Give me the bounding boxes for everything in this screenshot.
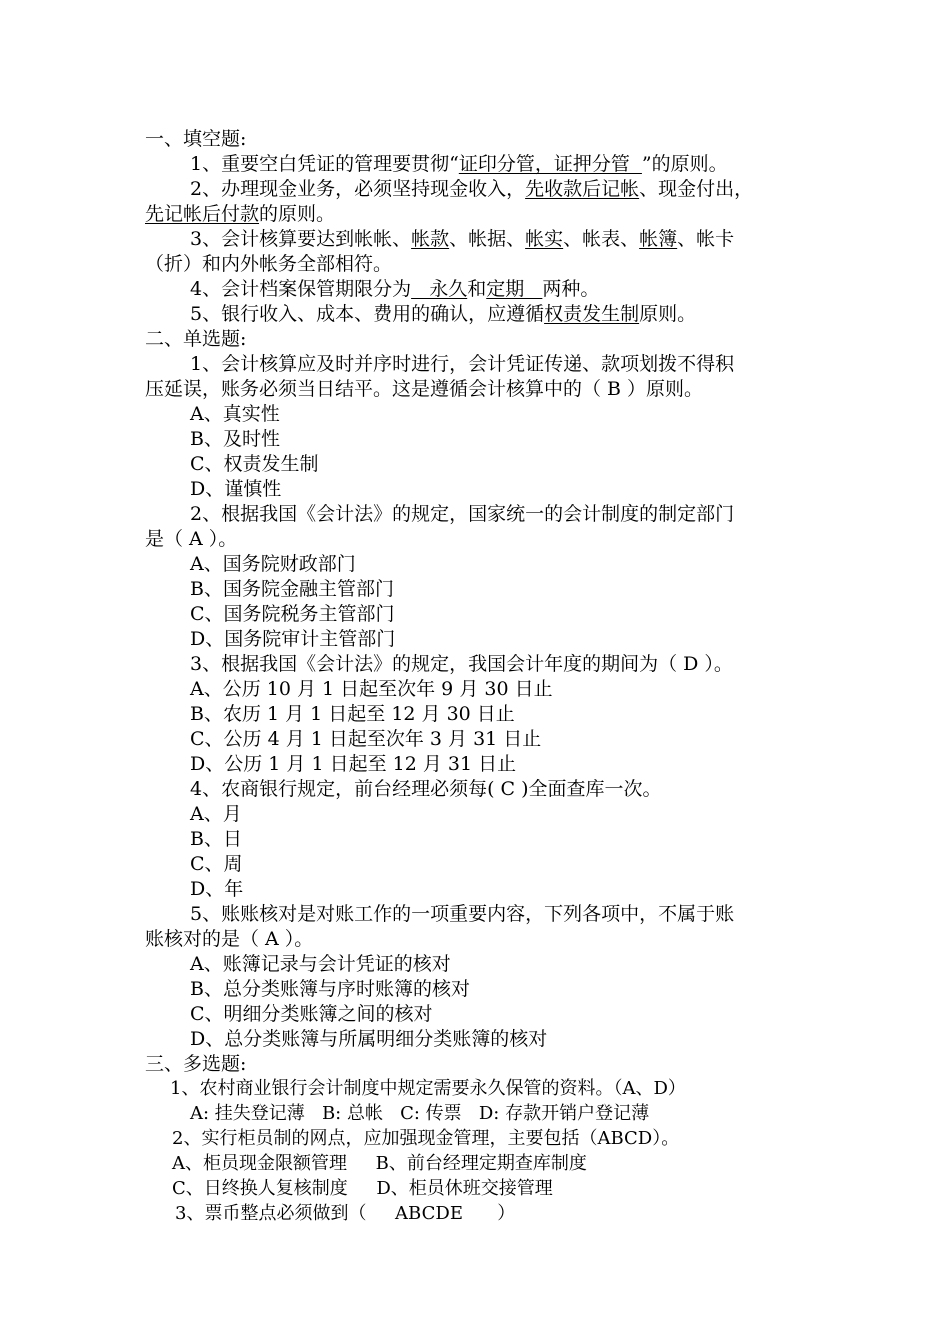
text: 、现金付出， bbox=[639, 178, 754, 200]
text: 、帐据、 bbox=[449, 228, 526, 250]
text: 5、银行收入、成本、费用的确认，应遵循 bbox=[190, 303, 545, 325]
single-q3-option-c: C、公历 4 月 1 日起至次年 3 月 31 日止 bbox=[190, 728, 542, 750]
text: ”的原则。 bbox=[641, 153, 728, 175]
single-q4-option-a: A、月 bbox=[190, 803, 242, 825]
fill-q4 bbox=[190, 277, 599, 301]
single-q5-line1: 5、账账核对是对账工作的一项重要内容，下列各项中，不属于账 bbox=[190, 903, 735, 925]
multi-q2-line1: 2、实行柜员制的网点，应加强现金管理，主要包括（ABCD）。 bbox=[172, 1128, 680, 1149]
single-q2-option-d: D、国务院审计主管部门 bbox=[190, 628, 396, 650]
fill-q2-line1 bbox=[190, 177, 753, 201]
answer: 帐实 bbox=[525, 228, 564, 250]
single-q1-option-a: A、真实性 bbox=[190, 403, 280, 425]
answer: 帐簿 bbox=[639, 228, 678, 250]
text: 和 bbox=[467, 278, 487, 300]
answer: 先记帐后付款 bbox=[145, 203, 260, 225]
answer: 定期 bbox=[486, 278, 543, 300]
single-q5-option-c: C、明细分类账簿之间的核对 bbox=[190, 1003, 433, 1025]
multi-q1-options: A: 挂失登记薄 B: 总帐 C: 传票 D: 存款开销户登记薄 bbox=[190, 1103, 650, 1124]
single-q5-option-a: A、账簿记录与会计凭证的核对 bbox=[190, 953, 451, 975]
single-q3-line1: 3、根据我国《会计法》的规定，我国会计年度的期间为（ D ）。 bbox=[190, 653, 733, 675]
multi-q2-options-row1: A、柜员现金限额管理 B、前台经理定期查库制度 bbox=[172, 1153, 587, 1174]
single-q5-line2: 账核对的是（ A ）。 bbox=[145, 928, 314, 950]
multi-q1-line1: 1、农村商业银行会计制度中规定需要永久保管的资料。（A、D） bbox=[170, 1078, 686, 1099]
single-q2-option-c: C、国务院税务主管部门 bbox=[190, 603, 395, 625]
single-q3-option-d: D、公历 1 月 1 日起至 12 月 31 日止 bbox=[190, 753, 517, 775]
single-q4-option-b: B、日 bbox=[190, 828, 242, 850]
single-q1-line1: 1、会计核算应及时并序时进行，会计凭证传递、款项划拨不得积 bbox=[190, 353, 735, 375]
single-q1-option-d: D、谨慎性 bbox=[190, 478, 282, 500]
text: 4、会计档案保管期限分为 bbox=[190, 278, 412, 300]
answer: 证印分管，证押分管 bbox=[458, 153, 642, 175]
single-q5-option-b: B、总分类账簿与序时账簿的核对 bbox=[190, 978, 470, 1000]
section-heading-single: 二、单选题: bbox=[145, 328, 247, 350]
fill-q2-line2 bbox=[145, 202, 335, 226]
text: 2、办理现金业务，必须坚持现金收入， bbox=[190, 178, 526, 200]
single-q2-line2: 是（ A ）。 bbox=[145, 528, 238, 550]
text: 原则。 bbox=[639, 303, 697, 325]
single-q2-option-b: B、国务院金融主管部门 bbox=[190, 578, 394, 600]
section-heading-fill: 一、填空题: bbox=[145, 128, 247, 150]
text: 3、会计核算要达到帐帐、 bbox=[190, 228, 412, 250]
fill-q1 bbox=[190, 152, 728, 176]
answer: 帐款 bbox=[411, 228, 450, 250]
single-q1-option-b: B、及时性 bbox=[190, 428, 280, 450]
text: 的原则。 bbox=[259, 203, 336, 225]
fill-q3-line1 bbox=[190, 227, 734, 251]
single-q1-line2: 压延误，账务必须当日结平。这是遵循会计核算中的（ B ）原则。 bbox=[145, 378, 704, 400]
answer: 权责发生制 bbox=[544, 303, 640, 325]
text: 两种。 bbox=[542, 278, 600, 300]
multi-q3-line1: 3、票币整点必须做到（ ABCDE ） bbox=[175, 1203, 516, 1224]
text: 、帐卡 bbox=[677, 228, 735, 250]
single-q2-option-a: A、国务院财政部门 bbox=[190, 553, 356, 575]
text: 1、重要空白凭证的管理要贯彻“ bbox=[190, 153, 459, 175]
single-q4-option-c: C、周 bbox=[190, 853, 243, 875]
text: 、帐表、 bbox=[563, 228, 640, 250]
answer: 永久 bbox=[411, 278, 468, 300]
answer: 先收款后记帐 bbox=[525, 178, 640, 200]
multi-q2-options-row2: C、日终换人复核制度 D、柜员休班交接管理 bbox=[172, 1178, 553, 1199]
section-heading-multi: 三、多选题: bbox=[145, 1053, 247, 1075]
fill-q5 bbox=[190, 302, 696, 326]
single-q3-option-a: A、公历 10 月 1 日起至次年 9 月 30 日止 bbox=[190, 678, 553, 700]
single-q3-option-b: B、农历 1 月 1 日起至 12 月 30 日止 bbox=[190, 703, 515, 725]
single-q4-line1: 4、农商银行规定，前台经理必须每( C )全面查库一次。 bbox=[190, 778, 662, 800]
single-q2-line1: 2、根据我国《会计法》的规定，国家统一的会计制度的制定部门 bbox=[190, 503, 735, 525]
fill-q3-line2: （折）和内外帐务全部相符。 bbox=[145, 253, 393, 275]
single-q4-option-d: D、年 bbox=[190, 878, 244, 900]
single-q5-option-d: D、总分类账簿与所属明细分类账簿的核对 bbox=[190, 1028, 548, 1050]
single-q1-option-c: C、权责发生制 bbox=[190, 453, 319, 475]
